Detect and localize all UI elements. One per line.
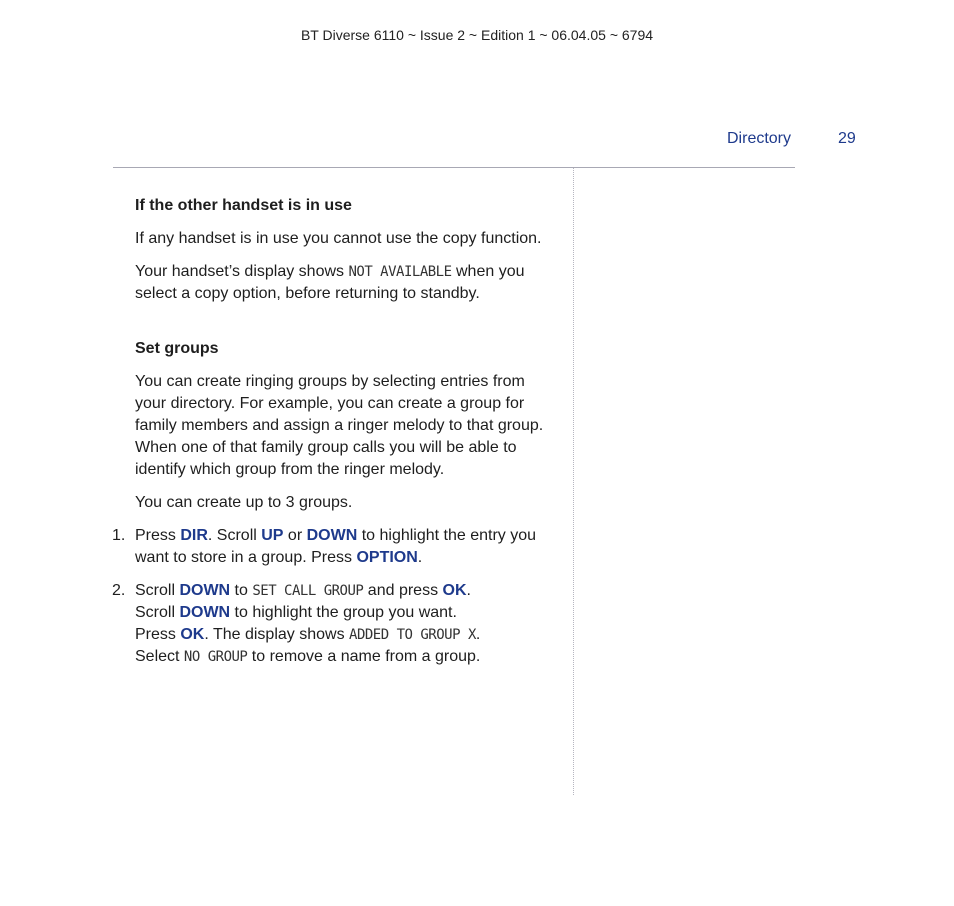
key-down: DOWN [306, 527, 358, 544]
key-up: UP [261, 527, 284, 544]
step-number: 1. [112, 527, 126, 544]
display-text-not-available: NOT AVAILABLE [348, 264, 452, 280]
key-down: DOWN [179, 604, 231, 621]
paragraph-group-limit: You can create up to 3 groups. [135, 494, 353, 511]
steps-list [112, 525, 560, 668]
column-divider [573, 168, 574, 795]
display-text-added-to-group: ADDED TO GROUP X [349, 627, 476, 643]
heading-handset-in-use: If the other handset is in use [135, 197, 352, 214]
step-item: 2. Scroll DOWN to SET CALL GROUP and press OK. Scroll DOWN to highlight the group you want. Press OK. The display shows ADDED TO GROUP X. Select NO GROUP to remove a name from a group. [112, 582, 481, 665]
main-column [112, 195, 560, 679]
key-ok: OK [442, 582, 467, 599]
header-rule [113, 167, 795, 168]
key-dir: DIR [180, 527, 208, 544]
key-down: DOWN [179, 582, 231, 599]
heading-set-groups: Set groups [135, 340, 219, 357]
paragraph-ringing-groups: You can create ringing groups by selecting entries from your directory. For example, you can create a group for family members and assign a ringer melody to that group. When one of that family group calls you will be able to identify which group from the ringer melody. [135, 373, 544, 478]
page-number: 29 [838, 130, 856, 147]
section-title: Directory [727, 130, 792, 147]
key-option: OPTION [356, 549, 418, 566]
display-text-no-group: NO GROUP [183, 649, 248, 665]
display-text-set-call-group: SET CALL GROUP [252, 583, 364, 599]
step-item: 1. Press DIR. Scroll UP or DOWN to highlight the entry you want to store in a group. Press OPTION. [112, 527, 537, 566]
document-info: BT Diverse 6110 ~ Issue 2 ~ Edition 1 ~ 06.04.05 ~ 6794 [300, 27, 654, 43]
step-number: 2. [112, 582, 126, 599]
key-ok: OK [180, 626, 205, 643]
paragraph-copy-function: If any handset is in use you cannot use the copy function. [135, 230, 542, 247]
paragraph-not-available: Your handset’s display shows NOT AVAILABLE when you select a copy option, before returning to standby. [135, 263, 525, 302]
